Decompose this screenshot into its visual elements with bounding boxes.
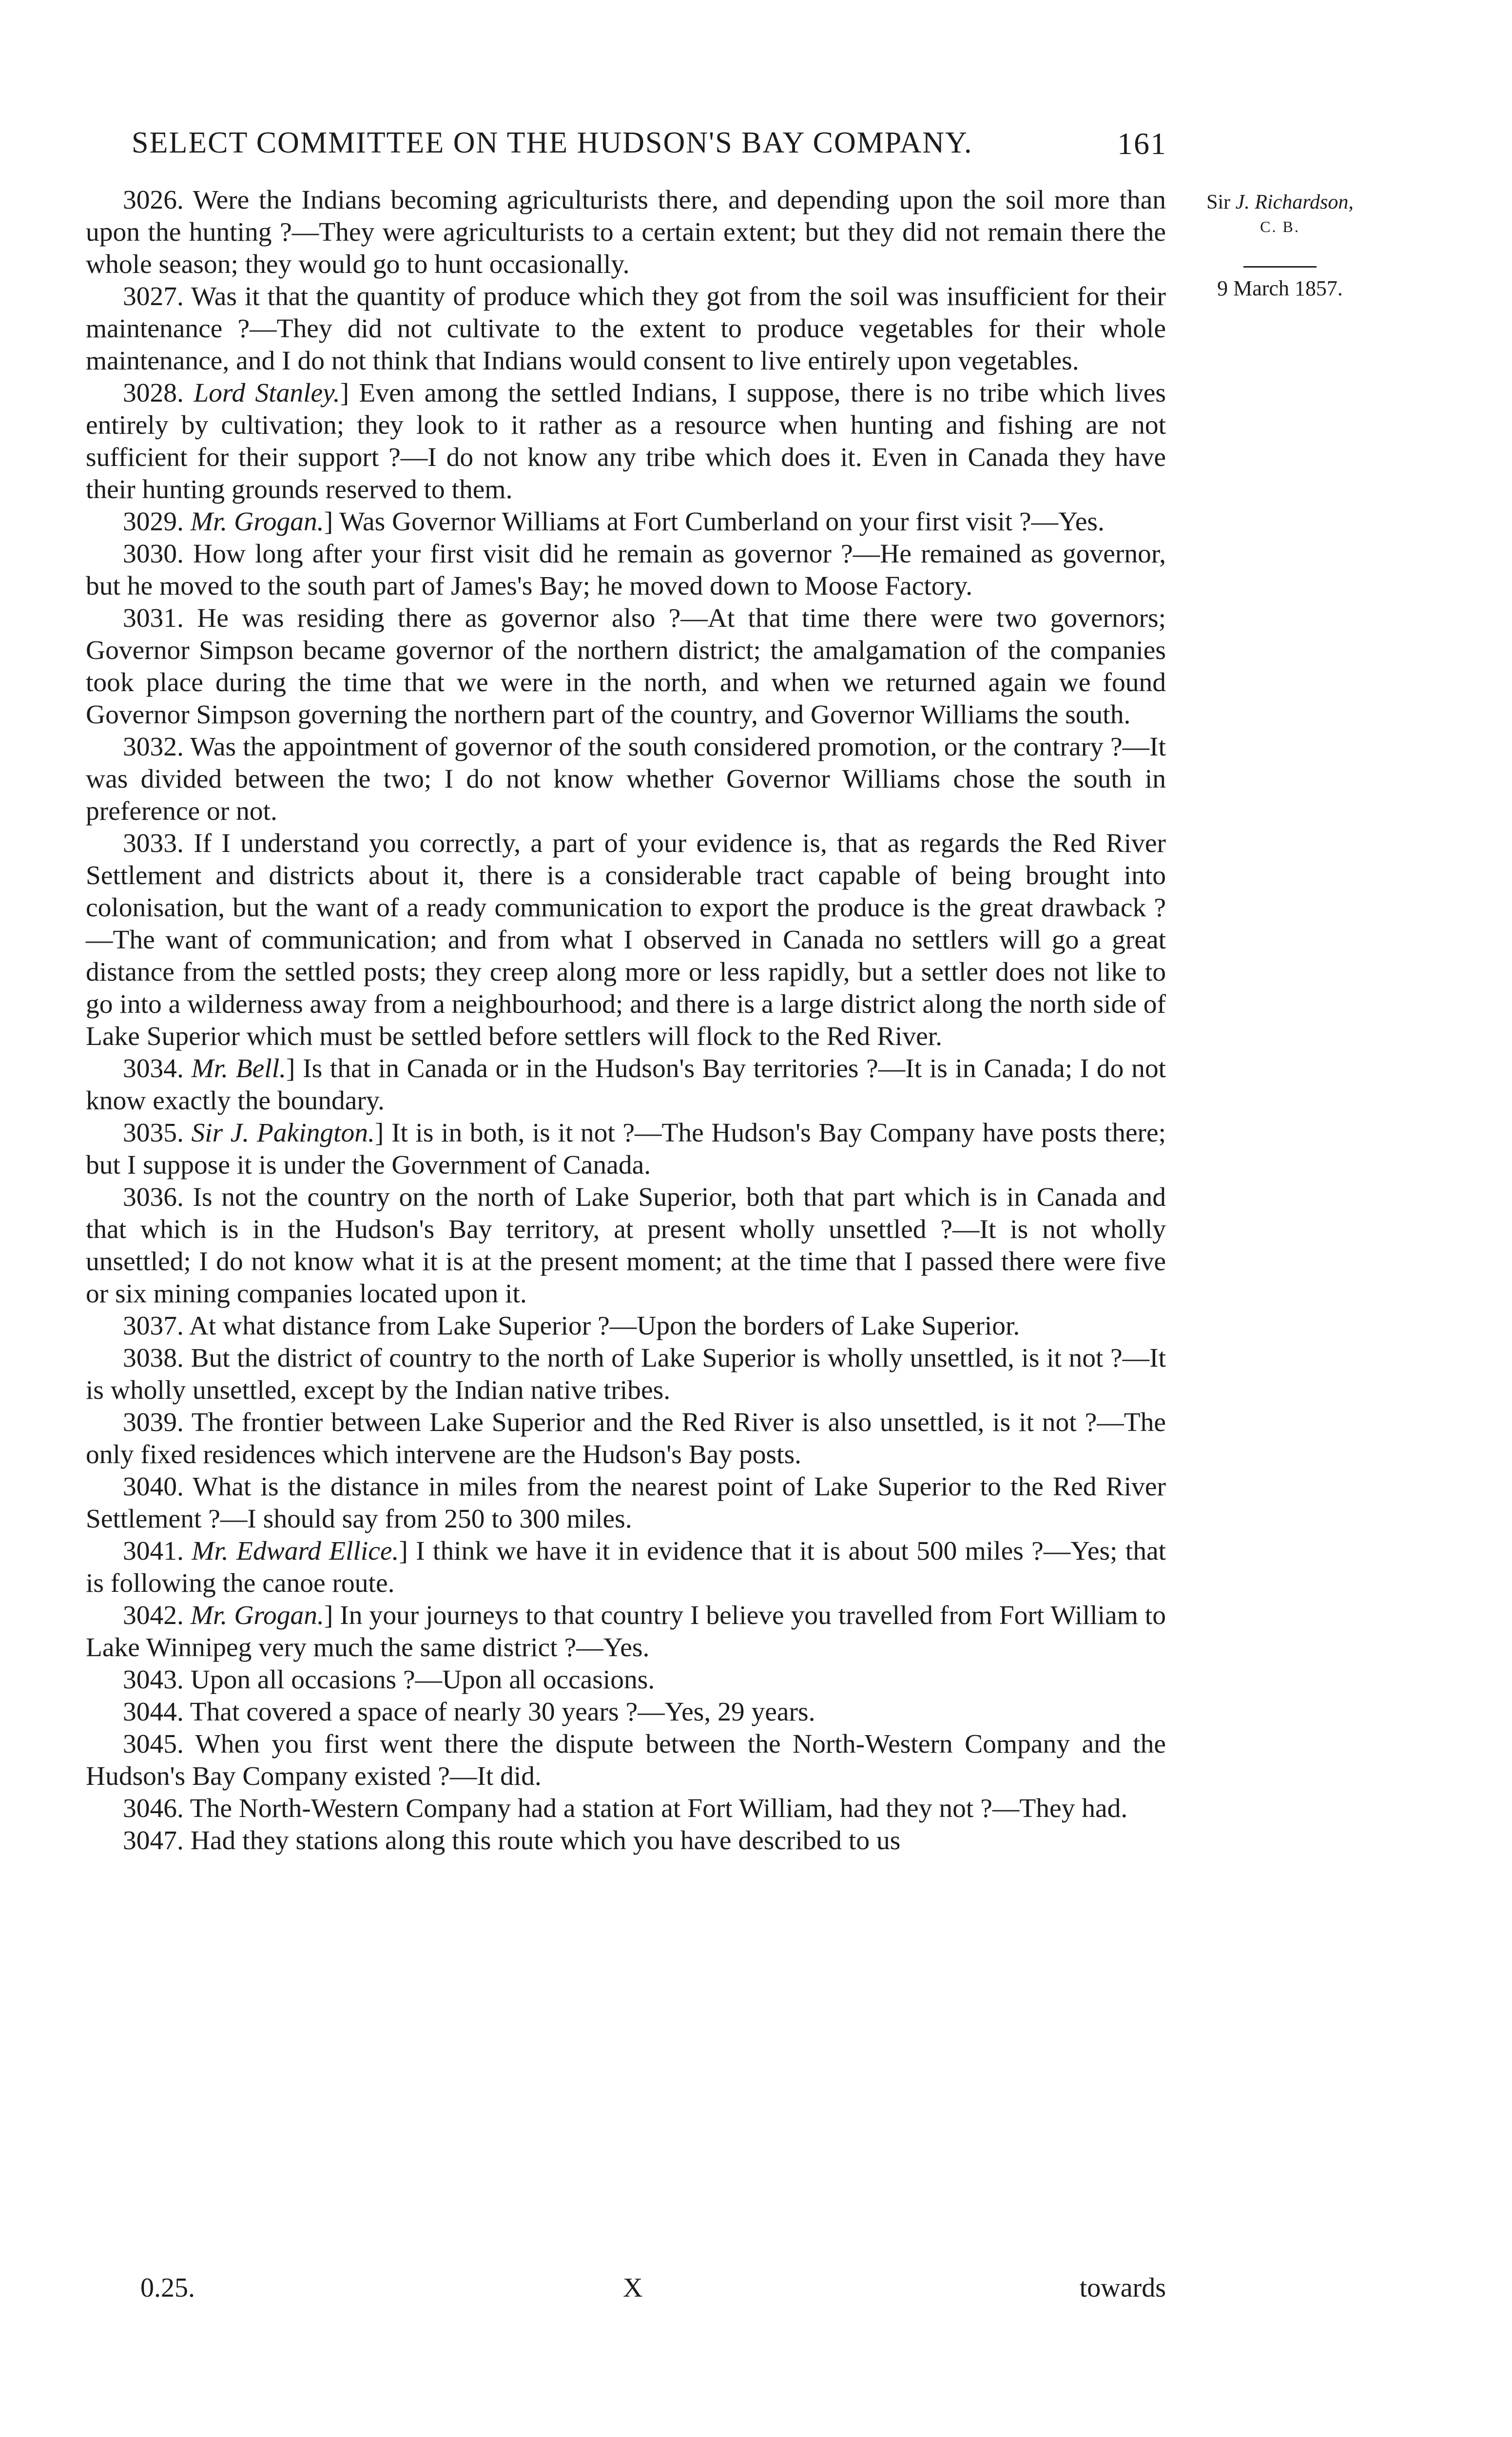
- question-paragraph: [86, 1342, 1166, 1407]
- question-number: 3026.: [123, 185, 184, 215]
- question-text: But the district of country to the north of Lake Superior is wholly unsettled, is it not ?—It is wholly unsettled, except by the Indian native tribes.: [86, 1343, 1166, 1405]
- question-text: At what distance from Lake Superior ?—Upon the borders of Lake Superior.: [189, 1311, 1020, 1341]
- question-number: 3040.: [123, 1472, 184, 1502]
- question-number: 3037.: [123, 1311, 184, 1341]
- evidence-date: 9 March 1857.: [1217, 276, 1343, 300]
- question-paragraph: [86, 281, 1166, 377]
- question-number: 3046.: [123, 1794, 184, 1823]
- question-paragraph: [86, 538, 1166, 602]
- running-header: [132, 126, 1167, 165]
- signature-mark: X: [623, 2273, 643, 2303]
- page-footer: [140, 2272, 1166, 2307]
- margin-note: [1173, 190, 1387, 301]
- question-paragraph: [86, 1696, 1166, 1728]
- question-paragraph: 3028. Lord Stanley.] Even among the settled Indians, I suppose, there is no tribe which lives entirely by cultivation; they look to it rather as a resource when hunting and fishing are not sufficient for their support ?—I do not know any tribe which does it. Even in Canada they have their hunting grounds reserved to them.: [86, 378, 1166, 504]
- question-paragraph: 3034. Mr. Bell.] Is that in Canada or in the Hudson's Bay territories ?—It is in Canada; I do not know exactly the boundary.: [86, 1054, 1166, 1116]
- speaker-name: Mr. Grogan.: [190, 1601, 324, 1630]
- question-text: When you first went there the dispute between the North-Western Company and the Hudson's Bay Company existed ?—It did.: [86, 1729, 1166, 1791]
- evidence-text: [86, 184, 1166, 1857]
- question-paragraph: 3042. Mr. Grogan.] In your journeys to that country I believe you travelled from Fort William to Lake Winnipeg very much the same district ?—Yes.: [86, 1601, 1166, 1663]
- question-text: In your journeys to that country I believe you travelled from Fort William to Lake Winnipeg very much the same district ?—Yes.: [86, 1601, 1166, 1663]
- speaker-name: Mr. Edward Ellice.: [192, 1536, 399, 1566]
- question-paragraph: [86, 1664, 1166, 1696]
- question-text: Were the Indians becoming agriculturists there, and depending upon the soil more than upon the hunting ?—They were agriculturists to a certain extent; but they did not remain there the whole season; they would go to hunt occasionally.: [86, 185, 1166, 279]
- question-paragraph: 3041. Mr. Edward Ellice.] I think we have it in evidence that it is about 500 miles ?—Yes; that is following the canoe route.: [86, 1536, 1166, 1598]
- speaker-name: Mr. Grogan.: [190, 507, 324, 537]
- question-text: Was it that the quantity of produce which they got from the soil was insufficient for their maintenance ?—They did not cultivate to the extent to produce vegetables for their whole maintenance, and I do not think that Indians would consent to live entirely upon vegetables.: [86, 282, 1166, 376]
- speaker-name: Mr. Bell.: [191, 1054, 286, 1083]
- question-text: Upon all occasions ?—Upon all occasions.: [190, 1665, 655, 1695]
- question-text: How long after your first visit did he remain as governor ?—He remained as governor, but he moved to the south part of James's Bay; he moved down to Moose Factory.: [86, 539, 1166, 601]
- question-text: He was residing there as governor also ?—At that time there were two governors; Governor Simpson became governor of the northern district; the amalgamation of the companies took place during the time that we were in the north, and when we returned again we found Governor Simpson governing the northern part of the country, and Governor Williams the south.: [86, 603, 1166, 730]
- question-number: 3035.: [123, 1118, 184, 1148]
- witness-name-prefix: Sir: [1206, 191, 1231, 213]
- question-number: 3036.: [123, 1182, 184, 1212]
- witness-honours: C. B.: [1260, 218, 1300, 235]
- question-text: Was the appointment of governor of the south considered promotion, or the contrary ?—It was divided between the two; I do not know whether Governor Williams chose the south in preference or not.: [86, 732, 1166, 826]
- question-number: 3031.: [123, 603, 184, 633]
- question-number: 3042.: [123, 1601, 184, 1630]
- question-number: 3027.: [123, 282, 184, 311]
- question-text: The North-Western Company had a station at Fort William, had they not ?—They had.: [190, 1794, 1128, 1823]
- question-text: I think we have it in evidence that it is about 500 miles ?—Yes; that is following the canoe route.: [86, 1536, 1166, 1598]
- question-paragraph: [86, 1471, 1166, 1535]
- witness-name-italic: J. Richardson,: [1235, 191, 1354, 213]
- question-text: Had they stations along this route which you have described to us: [190, 1826, 901, 1856]
- header-title: SELECT COMMITTEE ON THE HUDSON'S BAY COMPANY.: [132, 126, 973, 159]
- question-paragraph: [86, 1181, 1166, 1310]
- question-paragraph: [86, 1407, 1166, 1471]
- question-text: If I understand you correctly, a part of your evidence is, that as regards the Red River Settlement and districts about it, there is a considerable tract capable of being brought into colonisation, but the want of a ready communication to export the produce is the great drawback ?—The want of communication; and from what I observed in Canada no settlers will go a great distance from the settled posts; they creep along more or less rapidly, but a settler does not like to go into a wilderness away from a neighbourhood; and there is a large district along the north side of Lake Superior which must be settled before settlers will flock to the Red River.: [86, 829, 1166, 1051]
- question-paragraph: [86, 1825, 1166, 1857]
- question-number: 3030.: [123, 539, 184, 569]
- question-number: 3029.: [123, 507, 184, 537]
- question-text: It is in both, is it not ?—The Hudson's Bay Company have posts there; but I suppose it is under the Government of Canada.: [86, 1118, 1166, 1180]
- catchword: towards: [1079, 2273, 1166, 2303]
- question-text: Was Governor Williams at Fort Cumberland on your first visit ?—Yes.: [339, 507, 1105, 537]
- question-paragraph: [86, 602, 1166, 731]
- question-number: 3034.: [123, 1054, 184, 1083]
- question-text: What is the distance in miles from the nearest point of Lake Superior to the Red River Settlement ?—I should say from 250 to 300 miles.: [86, 1472, 1166, 1534]
- page-number: 161: [1117, 126, 1167, 161]
- question-number: 3032.: [123, 732, 184, 762]
- question-text: Even among the settled Indians, I suppose, there is no tribe which lives entirely by cultivation; they look to it rather as a resource when hunting and fishing are not sufficient for their support ?—I do not know any tribe which does it. Even in Canada they have their hunting grounds reserved to them.: [86, 378, 1166, 504]
- question-number: 3045.: [123, 1729, 184, 1759]
- question-paragraph: 3035. Sir J. Pakington.] It is in both, is it not ?—The Hudson's Bay Company have posts there; but I suppose it is under the Government of Canada.: [86, 1118, 1166, 1180]
- question-paragraph: [86, 828, 1166, 1053]
- question-paragraph: [86, 1793, 1166, 1825]
- question-paragraph: [86, 731, 1166, 828]
- question-text: That covered a space of nearly 30 years ?—Yes, 29 years.: [190, 1697, 815, 1727]
- question-number: 3044.: [123, 1697, 184, 1727]
- margin-rule: [1243, 266, 1317, 268]
- question-paragraph: [86, 1728, 1166, 1793]
- question-paragraph: [86, 184, 1166, 281]
- question-paragraph: 3029. Mr. Grogan.] Was Governor Williams at Fort Cumberland on your first visit ?—Yes.: [123, 507, 1105, 537]
- question-number: 3028.: [123, 378, 184, 408]
- question-text: Is that in Canada or in the Hudson's Bay territories ?—It is in Canada; I do not know exactly the boundary.: [86, 1054, 1166, 1116]
- question-number: 3041.: [123, 1536, 184, 1566]
- question-number: 3043.: [123, 1665, 184, 1695]
- speaker-name: Sir J. Pakington.: [191, 1118, 375, 1148]
- question-number: 3038.: [123, 1343, 184, 1373]
- witness-name: [1173, 190, 1387, 214]
- question-text: The frontier between Lake Superior and the Red River is also unsettled, is it not ?—The only fixed residences which intervene are the Hudson's Bay posts.: [86, 1408, 1166, 1470]
- question-paragraph: [86, 1310, 1166, 1342]
- speaker-name: Lord Stanley.: [194, 378, 340, 408]
- question-number: 3039.: [123, 1408, 184, 1437]
- question-number: 3033.: [123, 829, 184, 858]
- footer-reference: 0.25.: [140, 2273, 195, 2303]
- question-number: 3047.: [123, 1826, 184, 1856]
- question-text: Is not the country on the north of Lake Superior, both that part which is in Canada and that which is in the Hudson's Bay territory, at present wholly unsettled ?—It is not wholly unsettled; I do not know what it is at the present moment; at the time that I passed there were five or six mining companies located upon it.: [86, 1182, 1166, 1309]
